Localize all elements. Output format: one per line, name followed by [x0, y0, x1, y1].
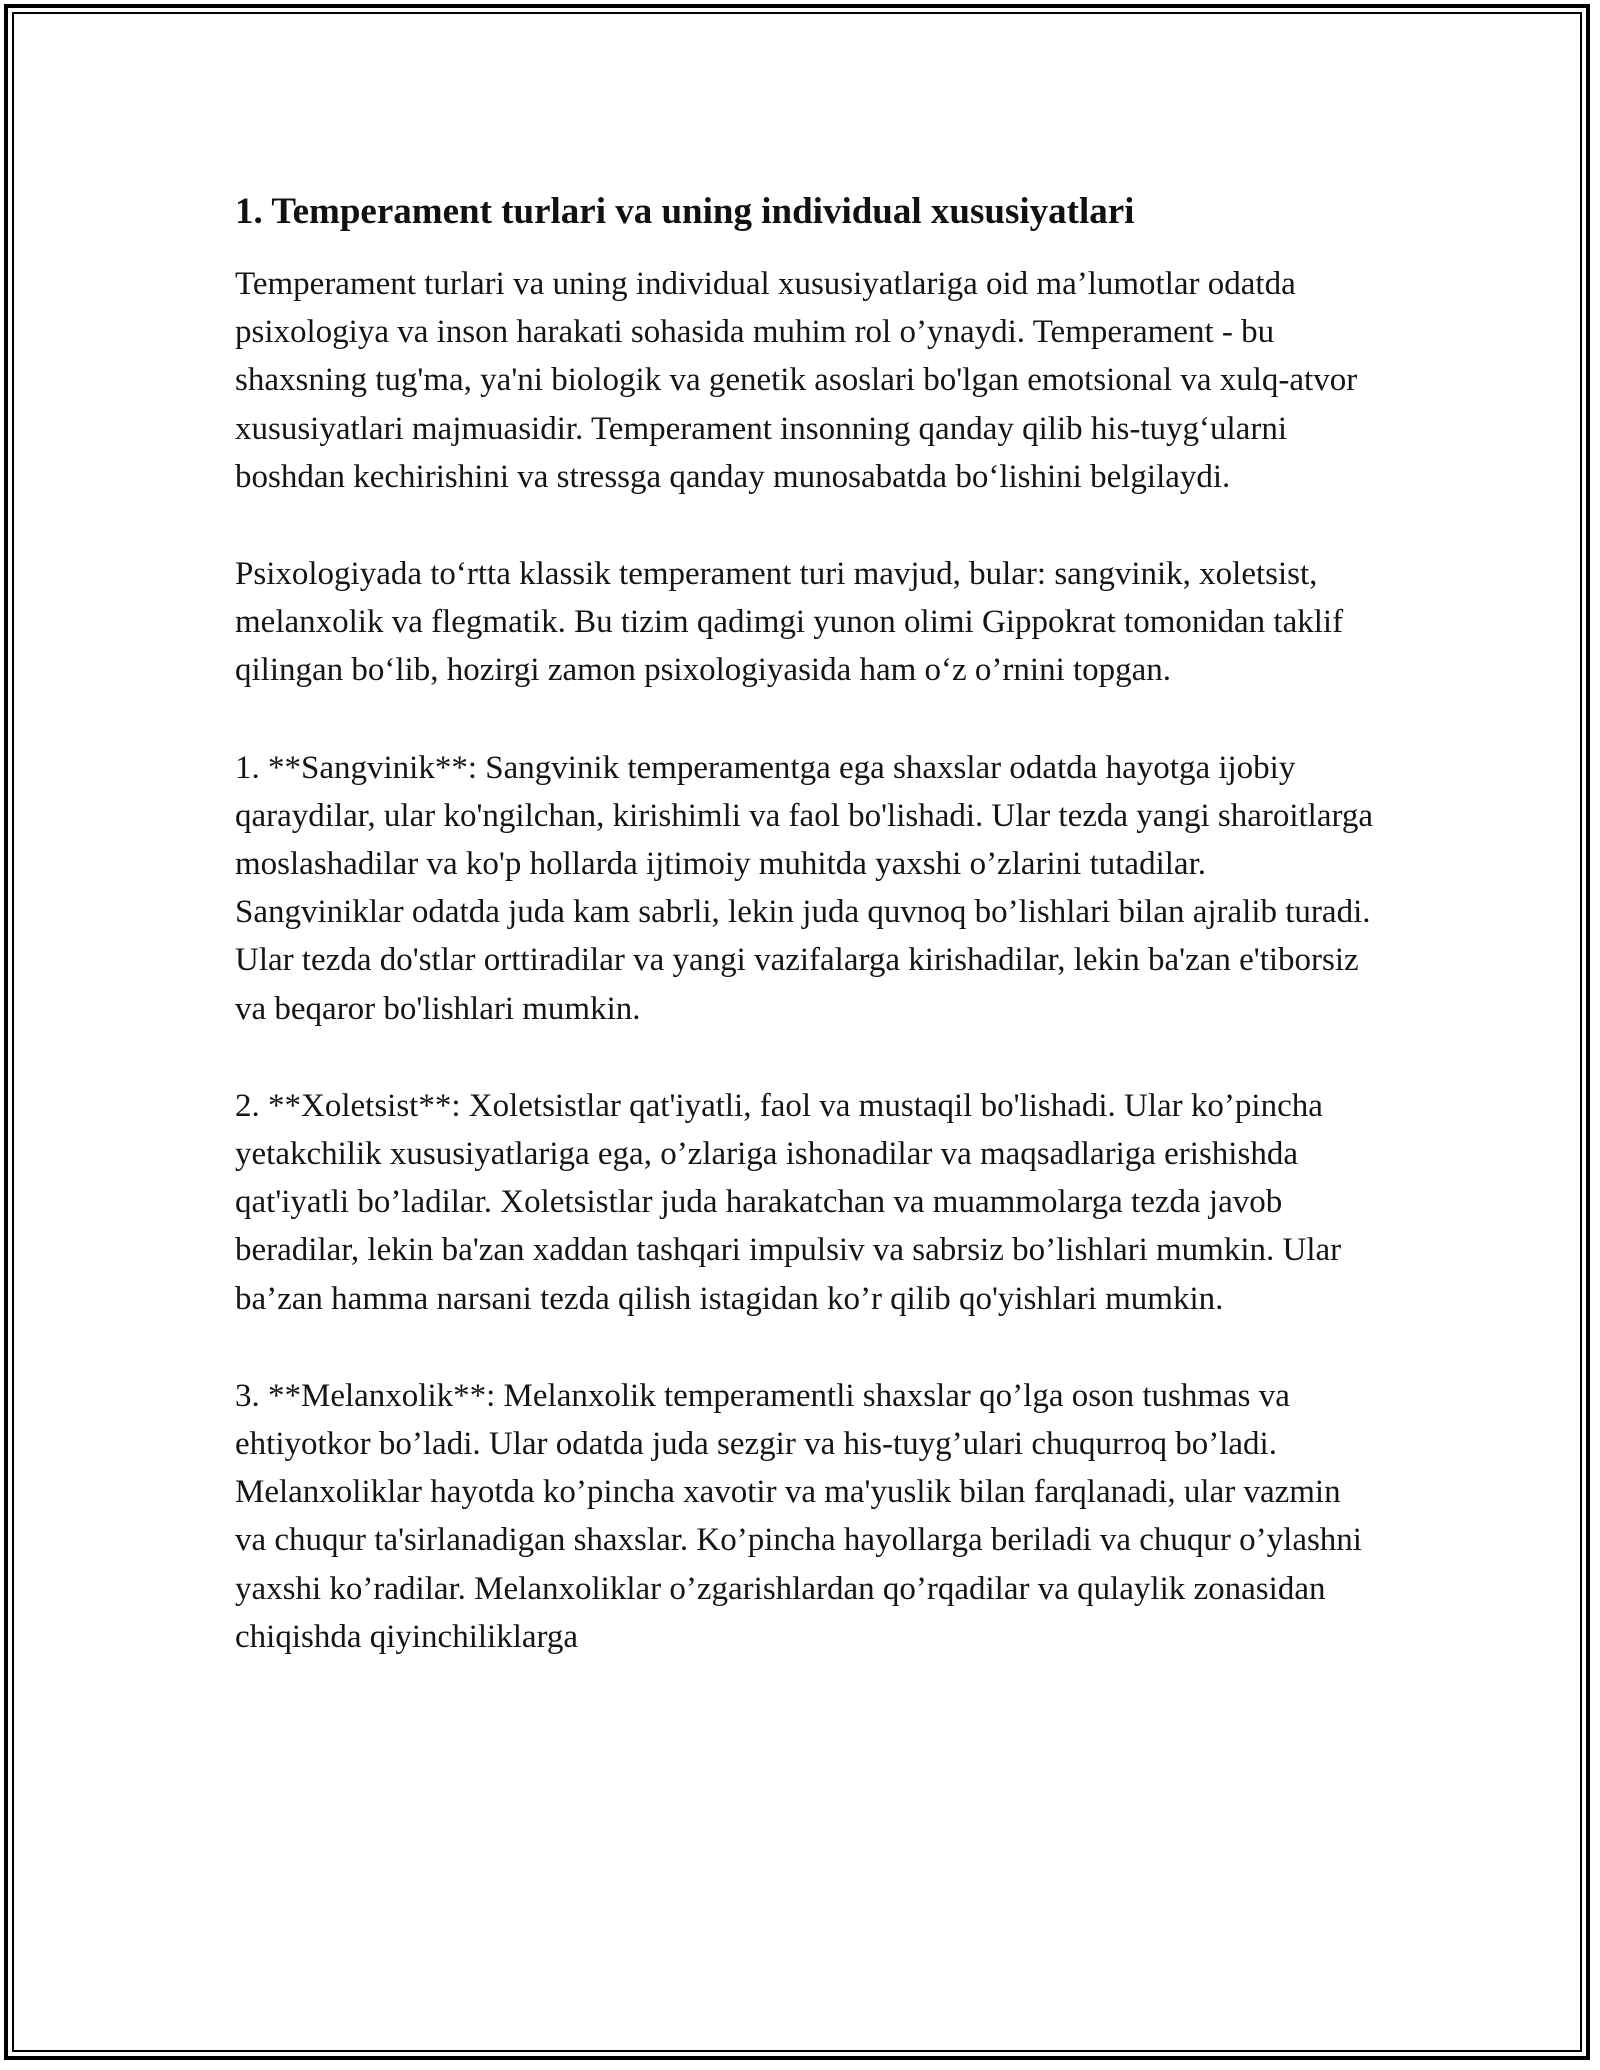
paragraph-sangvinik: 1. **Sangvinik**: Sangvinik temperamentga ega shaxslar odatda hayotga ijobiy qaraydilar, ular ko'ngilchan, kirishimli va faol bo'lishadi. Ular tezda yangi sharoitlarga moslashadilar va ko'p hollarda ijtimoiy muhitda yaxshi o’zlarini tutadilar. Sangviniklar odatda juda kam sabrli, lekin juda quvnoq bo’lishlari bilan ajralib turadi. Ular tezda do'stlar orttiradilar va yangi vazifalarga kirishadilar, lekin ba'zan e'tiborsiz va beqaror bo'lishlari mumkin. — [235, 749, 1374, 1027]
section-heading: 1. Temperament turlari va uning individual xususiyatlari — [235, 191, 1135, 232]
paragraph-xoletsist: 2. **Xoletsist**: Xoletsistlar qat'iyatli, faol va mustaqil bo'lishadi. Ular ko’pincha yetakchilik xususiyatlariga ega, o’zlariga ishonadilar va maqsadlariga erishishda qat'iyatli bo’ladilar. Xoletsistlar juda harakatchan va muammolarga tezda javob beradilar, lekin ba'zan xaddan tashqari impulsiv va sabrsiz bo’lishlari mumkin. Ular ba’zan hamma narsani tezda qilish istagidan ko’r qilib qo'yishlari mumkin. — [235, 1087, 1342, 1317]
document-body — [235, 182, 1375, 1710]
paragraph-classic-types: Psixologiyada to‘rtta klassik temperament turi mavjud, bular: sangvinik, xoletsist, melanxolik va flegmatik. Bu tizim qadimgi yunon olimi Gippokrat tomonidan taklif qilingan bo‘lib, hozirgi zamon psixologiyasida ham o‘z o’rnini topgan. — [235, 556, 1344, 689]
paragraph-melanxolik: 3. **Melanxolik**: Melanxolik temperamentli shaxslar qo’lga oson tushmas va ehtiyotkor bo’ladi. Ular odatda juda sezgir va his-tuyg’ulari chuqurroq bo’ladi. Melanxoliklar hayotda ko’pincha xavotir va ma'yuslik bilan farqlanadi, ular vazmin va chuqur ta'sirlanadigan shaxslar. Ko’pincha hayollarga beriladi va chuqur o’ylashni yaxshi ko’radilar. Melanxoliklar o’zgarishlardan qo’rqadilar va qulaylik zonasidan chiqishda qiyinchiliklarga — [235, 1377, 1362, 1655]
paragraph-intro: Temperament turlari va uning individual xususiyatlariga oid ma’lumotlar odatda psixologiya va inson harakati sohasida muhim rol o’ynaydi. Temperament - bu shaxsning tug'ma, ya'ni biologik va genetik asoslari bo'lgan emotsional va xulq-atvor xususiyatlari majmuasidir. Temperament insonning qanday qilib his-tuyg‘ularni boshdan kechirishini va stressga qanday munosabatda bo‘lishini belgilaydi. — [235, 266, 1358, 495]
